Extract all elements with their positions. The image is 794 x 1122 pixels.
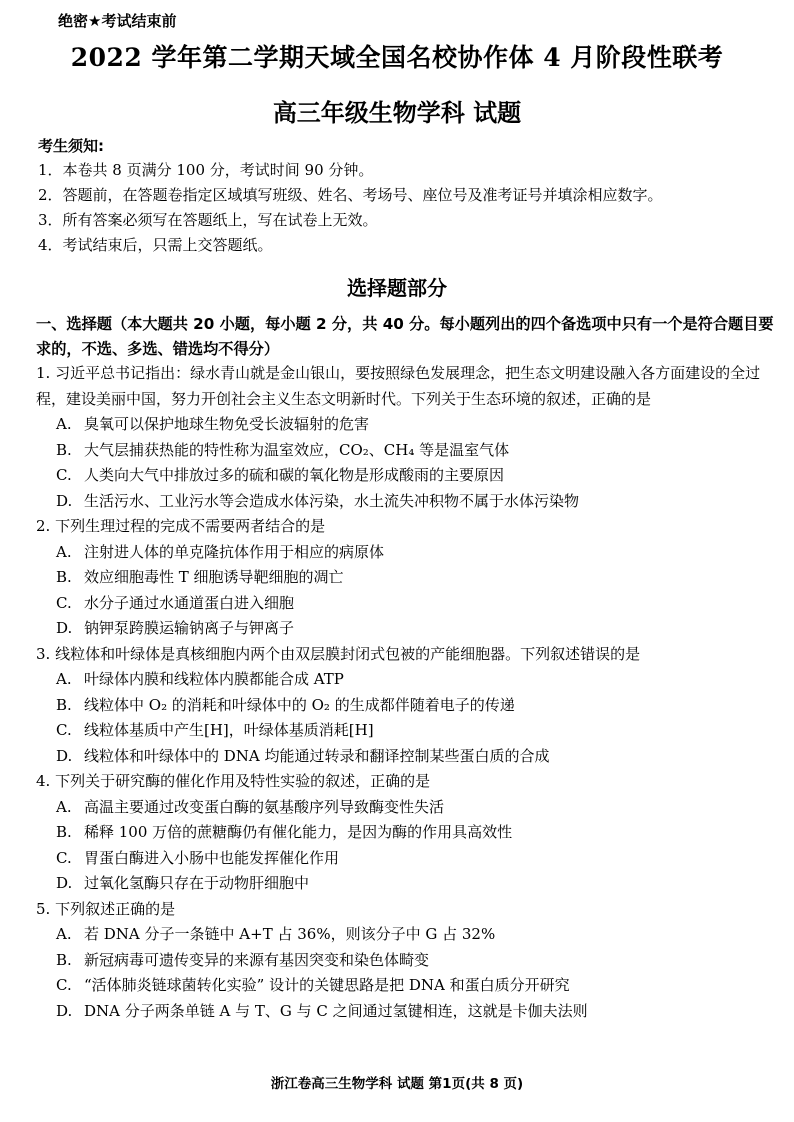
option-d — [36, 999, 776, 1025]
option-text: 高温主要通过改变蛋白酶的氨基酸序列导致酶变性失活 — [84, 797, 445, 816]
option-d — [36, 616, 776, 642]
notice-item: 1．本卷共 8 页满分 100 分，考试时间 90 分钟。 — [38, 161, 374, 179]
option-a — [36, 667, 776, 693]
option-b — [36, 820, 776, 846]
section-title: 选择题部分 — [347, 276, 447, 300]
question-4 — [36, 769, 776, 897]
question-2 — [36, 514, 776, 642]
option-letter: A. — [56, 797, 72, 816]
notice-item: 4．考试结束后，只需上交答题纸。 — [38, 236, 273, 254]
option-text: 过氧化氢酶只存在于动物肝细胞中 — [84, 874, 310, 892]
question-list — [36, 361, 776, 1024]
option-text: 效应细胞毒性 T 细胞诱导靶细胞的凋亡 — [84, 568, 344, 586]
option-c — [36, 973, 776, 999]
option-text: 胃蛋白酶进入小肠中也能发挥催化作用 — [84, 848, 340, 867]
option-text: 生活污水、工业污水等会造成水体污染，水土流失冲积物不属于水体污染物 — [84, 491, 580, 510]
option-letter: D. — [56, 874, 73, 892]
option-c — [36, 846, 776, 872]
option-letter: B. — [56, 440, 72, 459]
option-c — [36, 591, 776, 617]
option-text: 钠钾泵跨膜运输钠离子与钾离子 — [84, 619, 295, 637]
option-a — [36, 922, 776, 948]
option-text: 人类向大气中排放过多的硫和碳的氧化物是形成酸雨的主要原因 — [84, 466, 505, 484]
question-3 — [36, 642, 776, 770]
option-text: “活体肺炎链球菌转化实验” 设计的关键思路是把 DNA 和蛋白质分开研究 — [84, 976, 570, 994]
option-letter: A. — [56, 670, 72, 688]
question-5 — [36, 897, 776, 1025]
question-stem: 4. 下列关于研究酶的催化作用及特性实验的叙述，正确的是 — [36, 772, 431, 790]
option-text: 臭氧可以保护地球生物免受长波辐射的危害 — [84, 415, 370, 433]
option-c — [36, 718, 776, 744]
option-text: 稀释 100 万倍的蔗糖酶仍有催化能力，是因为酶的作用具高效性 — [84, 823, 513, 841]
option-letter: B. — [56, 823, 72, 841]
option-letter: C. — [56, 721, 72, 739]
option-b — [36, 438, 776, 464]
option-letter: D. — [56, 619, 73, 637]
option-b — [36, 948, 776, 974]
option-text: 新冠病毒可遗传变异的来源有基因突变和染色体畸变 — [84, 950, 430, 969]
option-a — [36, 795, 776, 821]
option-letter: D. — [56, 746, 73, 765]
notice-item: 2．答题前，在答题卷指定区域填写班级、姓名、考场号、座位号及准考证号并填涂相应数字。 — [38, 186, 663, 204]
option-letter: A. — [56, 415, 72, 433]
question-stem: 1. 习近平总书记指出：绿水青山就是金山银山，要按照绿色发展理念，把生态文明建设融入各方面建设的全过程，建设美丽中国，努力开创社会主义生态文明新时代。下列关于生态环境的叙述，正确的是 — [36, 364, 761, 408]
option-text: 线粒体和叶绿体中的 DNA 均能通过转录和翻译控制某些蛋白质的合成 — [84, 746, 550, 765]
secret-mark: 绝密★考试结束前 — [58, 12, 177, 30]
notice-item: 3．所有答案必须写在答题纸上，写在试卷上无效。 — [38, 211, 378, 229]
option-text: 叶绿体内膜和线粒体内膜都能合成 ATP — [84, 670, 344, 688]
option-d — [36, 744, 776, 770]
option-a — [36, 412, 776, 438]
option-b — [36, 565, 776, 591]
option-letter: C. — [56, 466, 72, 484]
option-letter: A. — [56, 925, 72, 943]
exam-notice — [38, 134, 778, 258]
question-stem: 5. 下列叙述正确的是 — [36, 899, 176, 918]
option-b — [36, 693, 776, 719]
option-letter: B. — [56, 568, 72, 586]
option-text: 注射进人体的单克隆抗体作用于相应的病原体 — [84, 542, 385, 561]
option-letter: C. — [56, 976, 72, 994]
question-1 — [36, 361, 776, 514]
page-footer: 浙江卷高三生物学科 试题 第1页(共 8 页) — [270, 1076, 524, 1092]
option-c — [36, 463, 776, 489]
part-instructions: 一、选择题（本大题共 20 小题，每小题 2 分，共 40 分。每小题列出的四个备选项中只有一个是符合题目要求的，不选、多选、错选均不得分） — [36, 315, 774, 358]
notice-heading: 考生须知: — [38, 137, 104, 155]
option-text: 大气层捕获热能的特性称为温室效应，CO₂、CH₄ 等是温室气体 — [84, 440, 510, 459]
option-letter: B. — [56, 950, 72, 969]
exam-subtitle: 高三年级生物学科 试题 — [272, 98, 522, 127]
question-stem: 3. 线粒体和叶绿体是真核细胞内两个由双层膜封闭式包被的产能细胞器。下列叙述错误的是 — [36, 644, 641, 663]
option-letter: D. — [56, 491, 73, 510]
option-text: 水分子通过水通道蛋白进入细胞 — [84, 593, 295, 612]
option-text: 线粒体基质中产生[H]，叶绿体基质消耗[H] — [84, 721, 374, 739]
option-text: 线粒体中 O₂ 的消耗和叶绿体中的 O₂ 的生成都伴随着电子的传递 — [84, 695, 515, 714]
option-text: DNA 分子两条单链 A 与 T、G 与 C 之间通过氢键相连，这就是卡伽夫法则 — [84, 1001, 588, 1020]
option-d — [36, 489, 776, 515]
question-stem: 2. 下列生理过程的完成不需要两者结合的是 — [36, 517, 326, 535]
option-letter: A. — [56, 542, 72, 561]
option-letter: D. — [56, 1001, 73, 1020]
option-letter: C. — [56, 593, 72, 612]
option-d — [36, 871, 776, 897]
option-letter: B. — [56, 695, 72, 714]
option-letter: C. — [56, 848, 72, 867]
option-a — [36, 540, 776, 566]
exam-title: 2022 学年第二学期天域全国名校协作体 4 月阶段性联考 — [70, 43, 724, 72]
option-text: 若 DNA 分子一条链中 A+T 占 36%，则该分子中 G 占 32% — [84, 925, 496, 943]
